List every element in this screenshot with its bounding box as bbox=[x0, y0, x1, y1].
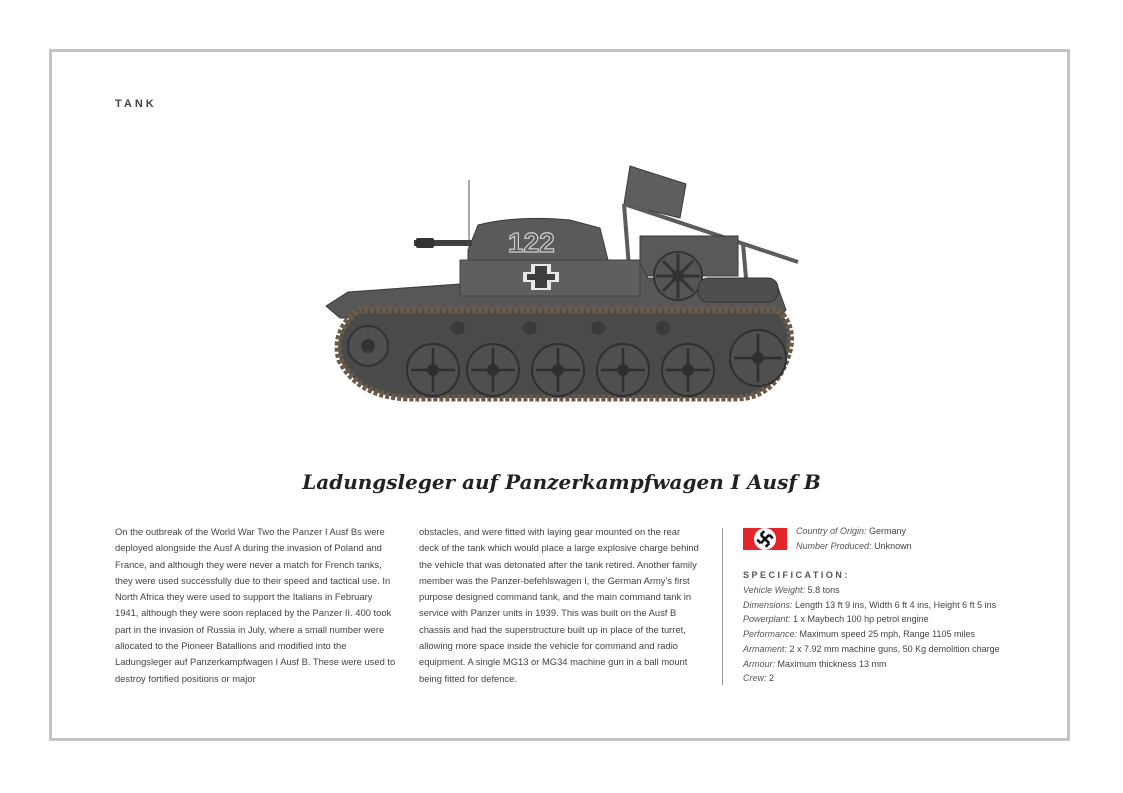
charge-laying-frame bbox=[624, 166, 798, 280]
number-produced: Number Produced: Unknown bbox=[796, 541, 912, 551]
description-paragraph-2: obstacles, and were fitted with laying gear mounted on the rear deck of the tank which would place a large explosive charge behind the vehicle that was detonated after the tank retired. Another family member was the Panzer-befehlswagen I, the German Army's first purpose designed command tank, and the main command tank in service with Panzer units in 1939. This was built on the Ausf B chassis and had the superstructure built up in place of the turret, allowing more space inside the vehicle for command and radio equipment. A single MG13 or MG34 machine gun in a ball mount being fitted for defence. bbox=[419, 526, 699, 684]
category-label: TANK bbox=[115, 98, 157, 110]
national-flag-icon bbox=[743, 528, 787, 550]
tank-number-marking: 122 bbox=[508, 227, 555, 258]
spec-row: Vehicle Weight: 5.8 tons bbox=[743, 585, 840, 595]
description-paragraph-1: On the outbreak of the World War Two the Panzer I Ausf Bs were deployed alongside the Ausf A during the invasion of Poland and France, and although they were never a match for French tanks, they were used successfully due to their speed and tactical use. In North Africa they were used to support the Italians in February 1941, although they were soon replaced by the Panzer II. 400 took part in the invasion of Russia in July, where a small number were allocated to the Pioneer Batallions and modified into the Ladungsleger auf Panzerkampfwagen I Ausf B. These were used to destroy fortified positions or major bbox=[115, 526, 396, 684]
spec-row: Powerplant: 1 x Maybech 100 hp petrol engine bbox=[743, 614, 929, 625]
country-of-origin: Country of Origin: Germany bbox=[796, 526, 907, 536]
spec-row: Dimensions: Length 13 ft 9 ins, Width 6 ft 4 ins, Height 6 ft 5 ins bbox=[743, 599, 997, 610]
specification-list bbox=[743, 583, 1000, 686]
tank-illustration bbox=[318, 160, 808, 410]
spec-row: Armour: Maximum thickness 13 mm bbox=[743, 658, 887, 669]
column-divider bbox=[722, 528, 723, 685]
spec-row: Performance: Maximum speed 25 mph, Range 1105 miles bbox=[743, 629, 975, 640]
spec-row: Armament: 2 x 7.92 mm machine guns, 50 Kg demolition charge bbox=[743, 643, 1000, 654]
vehicle-title: Ladungsleger auf Panzerkampfwagen I Ausf B bbox=[302, 470, 821, 494]
origin-info bbox=[796, 524, 912, 554]
spec-row: Crew: 2 bbox=[743, 673, 775, 684]
specification-heading: SPECIFICATION: bbox=[743, 570, 850, 580]
